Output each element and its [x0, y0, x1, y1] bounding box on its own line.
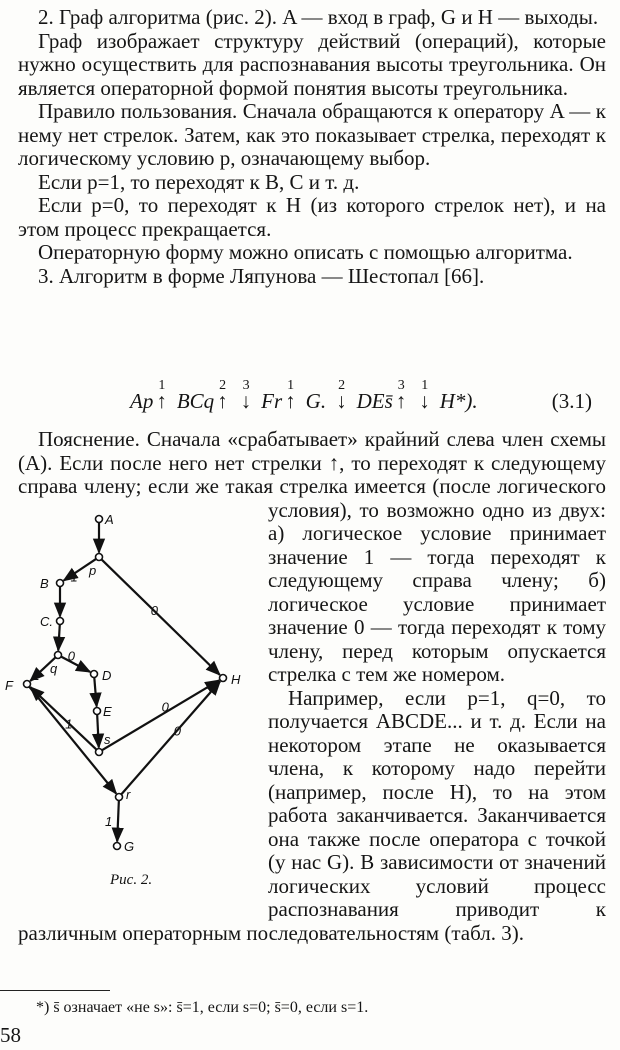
- edge-label: 0: [161, 699, 169, 715]
- formula-arrow-up: ↑ 1: [285, 378, 296, 413]
- graph-node: [114, 843, 121, 850]
- graph-node: [96, 554, 103, 561]
- paragraph: 3. Алгоритм в форме Ляпунова — Шестопал [66].: [38, 263, 485, 288]
- edge-label: 0: [150, 603, 158, 619]
- node-label: q: [50, 661, 58, 676]
- formula-arrow-down: ↓ 3: [240, 378, 252, 413]
- node-label: E: [103, 704, 112, 719]
- formula-term: Fr ↑ 1: [261, 378, 296, 413]
- paragraph: 2. Граф алгоритма (рис. 2). A — вход в граф, G и H — выходы.: [38, 5, 599, 29]
- graph-edge: [94, 677, 96, 706]
- graph-edge: [102, 559, 220, 674]
- node-label: s: [104, 732, 111, 747]
- formula-arrow-down: ↓ 2: [336, 378, 347, 413]
- paragraph: Если p=0, то переходят к H (из которого стрелок нет), и на этом процесс прекращается.: [18, 193, 606, 241]
- graph-edge: [61, 657, 90, 672]
- paragraph: Пояснение. Сначала «срабатывает» крайний слева член схемы (A). Если после него нет стрелки ↑, то переходят к следующему справа члену; если же такая стрелка имеется (после логического условия), то возможно одно из двух: а) логическое условие принимает значение 1 — тогда переходят к следующему справа члену; б) логическое условие принимает значение 0 — тогда переходят к тому члену, перед которым опускается стрелка с тем же номером.: [18, 427, 606, 686]
- node-label: B: [40, 576, 49, 591]
- node-label: A: [105, 512, 114, 527]
- paragraph: Если p=1, то переходят к B, C и т. д.: [38, 169, 360, 194]
- graph-edge: [117, 800, 119, 841]
- graph-node: [24, 681, 31, 688]
- formula-term: G.: [305, 389, 327, 413]
- formula-term: [238, 378, 255, 414]
- footnote-divider: [0, 990, 110, 991]
- formula-term: Ap ↑ 1: [130, 378, 167, 413]
- paragraph: Граф изображает структуру действий (операций), которые нужно осуществить для распознавания высоты треугольника. Он является операторной формой понятия высоты треугольника.: [18, 28, 606, 100]
- formula-term: [333, 378, 350, 414]
- paragraph: Например, если p=1, q=0, то получается ABCDE... и т. д. Если на некотором этапе не оказывается члена, к которому надо перейти (например, после H), то на этом работа заканчивается. Заканчивается она также после оператора с точкой (у нас G). В зависимости от значений логических условий процесс распознавания приводит к различным операторным последовательностям (табл. 3).: [18, 685, 606, 945]
- graph-node: [57, 580, 64, 587]
- node-label: C.: [40, 614, 53, 629]
- text-block-top: [18, 6, 606, 288]
- edge-label: 1: [32, 668, 40, 684]
- edge-label: 1: [65, 716, 73, 732]
- graph-node: [57, 618, 64, 625]
- graph-node: [94, 708, 101, 715]
- node-label: G: [124, 839, 135, 854]
- graph-edge: [58, 624, 60, 650]
- formula-term: [416, 378, 433, 414]
- graph-node: [96, 516, 103, 523]
- formula-term: H*).: [439, 389, 478, 413]
- formula-arrow-down: ↓ 1: [419, 378, 430, 413]
- paragraph: Операторную форму можно описать с помощью алгоритма.: [38, 240, 573, 264]
- node-label: F: [5, 678, 13, 693]
- formula-term: BCq ↑ 2: [176, 378, 228, 413]
- graph-edge: [30, 687, 96, 750]
- node-label: r: [126, 787, 131, 802]
- edge-label: 0: [173, 723, 182, 739]
- page-number: 58: [0, 1023, 21, 1047]
- graph-edge: [121, 681, 220, 794]
- formula-arrow-up: ↑ 3: [395, 378, 407, 413]
- graph-node: [96, 749, 103, 756]
- edge-label: 1: [70, 569, 78, 585]
- graph-node: [55, 652, 62, 659]
- node-label: p: [89, 563, 97, 578]
- formula-arrow-up: ↑ 1: [156, 378, 167, 413]
- graph-edge: [102, 680, 219, 750]
- paragraph: Правило пользования. Сначала обращаются к оператору A — к нему нет стрелок. Затем, как это показывает стрелка, переходят к логическому условию p, означающему выбор.: [18, 99, 606, 170]
- node-label: D: [102, 668, 112, 683]
- graph-node: [220, 675, 227, 682]
- formula-arrow-up: ↑ 2: [217, 378, 228, 413]
- graph-node: [91, 671, 98, 678]
- footnote: *) s̄ означает «не s»: s̄=1, если s=0; s̄=0, если s=1.: [36, 999, 369, 1016]
- algorithm-graph-figure: [0, 500, 270, 905]
- formula-term: DEs̄ ↑ 3: [356, 378, 407, 413]
- edge-label: 0: [67, 648, 76, 664]
- figure-caption: Рис. 2.: [110, 872, 153, 888]
- formula-expression: [130, 378, 485, 414]
- graph-node: [116, 794, 123, 801]
- graph-edge: [97, 714, 99, 747]
- formula-3-1: [0, 378, 606, 418]
- edge-label: 1: [105, 813, 113, 829]
- node-label: H: [231, 672, 241, 687]
- equation-number: (3.1): [551, 389, 592, 413]
